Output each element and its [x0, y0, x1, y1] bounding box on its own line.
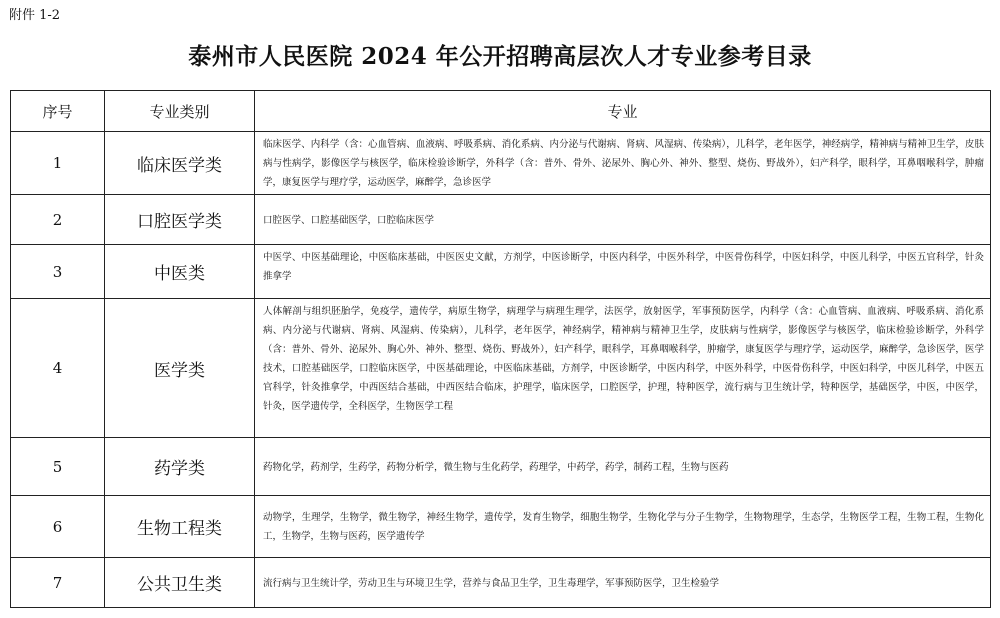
row-majors: 药物化学，药剂学，生药学，药物分析学，微生物与生化药学，药理学，中药学，药学，制药工程，生物与医药	[255, 438, 991, 496]
row-category: 医学类	[105, 299, 255, 438]
table-header-row	[11, 91, 991, 132]
row-no: 3	[11, 245, 105, 299]
table-row	[11, 496, 991, 558]
header-category: 专业类别	[105, 91, 255, 132]
annex-label: 附件 1-2	[9, 8, 61, 23]
row-no: 5	[11, 438, 105, 496]
row-majors: 口腔医学、口腔基础医学，口腔临床医学	[255, 195, 991, 245]
row-majors: 人体解剖与组织胚胎学，免疫学，遗传学，病原生物学，病理学与病理生理学，法医学，放射医学，军事预防医学，内科学（含：心血管病、血液病、呼吸系病、消化系病、内分泌与代谢病、肾病、风湿病、传染病），儿科学，老年医学，神经病学，精神病与精神卫生学，皮肤病与性病学，影像医学与核医学，临床检验诊断学，外科学（含：普外、骨外、泌尿外、胸心外、神外、整型、烧伤、野战外），妇产科学，眼科学，耳鼻咽喉科学，肿瘤学，康复医学与理疗学，运动医学，麻醉学，急诊医学，医学技术，口腔基础医学，口腔临床医学，中医基础理论，中医临床基础，方剂学，中医诊断学，中医内科学，中医外科学，中医骨伤科学，中医妇科学，中医儿科学，中医五官科学，针灸推拿学，中西医结合基础，中西医结合临床，护理学，临床医学，口腔医学，护理，特种医学，流行病与卫生统计学，特种医学，基础医学，中医，中医学，针灸，医学遗传学，全科医学，生物医学工程	[255, 299, 991, 438]
row-no: 1	[11, 132, 105, 195]
row-majors: 流行病与卫生统计学，劳动卫生与环境卫生学，营养与食品卫生学，卫生毒理学，军事预防医学，卫生检验学	[255, 558, 991, 608]
row-category: 公共卫生类	[105, 558, 255, 608]
table-row	[11, 245, 991, 299]
table-row	[11, 558, 991, 608]
table-row	[11, 132, 991, 195]
row-no: 7	[11, 558, 105, 608]
table-row	[11, 195, 991, 245]
header-majors: 专业	[255, 91, 991, 132]
row-category: 口腔医学类	[105, 195, 255, 245]
row-majors: 临床医学、内科学（含：心血管病、血液病、呼吸系病、消化系病、内分泌与代谢病、肾病、风湿病、传染病），儿科学，老年医学，神经病学，精神病与精神卫生学，皮肤病与性病学，影像医学与核医学，临床检验诊断学，外科学（含：普外、骨外、泌尿外、胸心外、神外、整型、烧伤、野战外），妇产科学，眼科学，耳鼻咽喉科学，肿瘤学，康复医学与理疗学，运动医学，麻醉学，急诊医学	[255, 132, 991, 195]
row-category: 药学类	[105, 438, 255, 496]
majors-table	[10, 90, 991, 608]
row-no: 6	[11, 496, 105, 558]
row-majors: 中医学、中医基础理论，中医临床基础，中医医史文献，方剂学，中医诊断学，中医内科学，中医外科学，中医骨伤科学，中医妇科学，中医儿科学，中医五官科学，针灸推拿学	[255, 245, 991, 299]
document-title: 泰州市人民医院 2024 年公开招聘高层次人才专业参考目录	[188, 43, 812, 70]
row-no: 4	[11, 299, 105, 438]
header-no: 序号	[11, 91, 105, 132]
row-category: 临床医学类	[105, 132, 255, 195]
row-category: 中医类	[105, 245, 255, 299]
row-no: 2	[11, 195, 105, 245]
row-majors: 动物学，生理学，生物学，微生物学，神经生物学，遗传学，发育生物学，细胞生物学，生物化学与分子生物学，生物物理学，生态学，生物医学工程，生物工程，生物化工，生物学，生物与医药，医学遗传学	[255, 496, 991, 558]
table-row	[11, 299, 991, 438]
row-category: 生物工程类	[105, 496, 255, 558]
table-row	[11, 438, 991, 496]
